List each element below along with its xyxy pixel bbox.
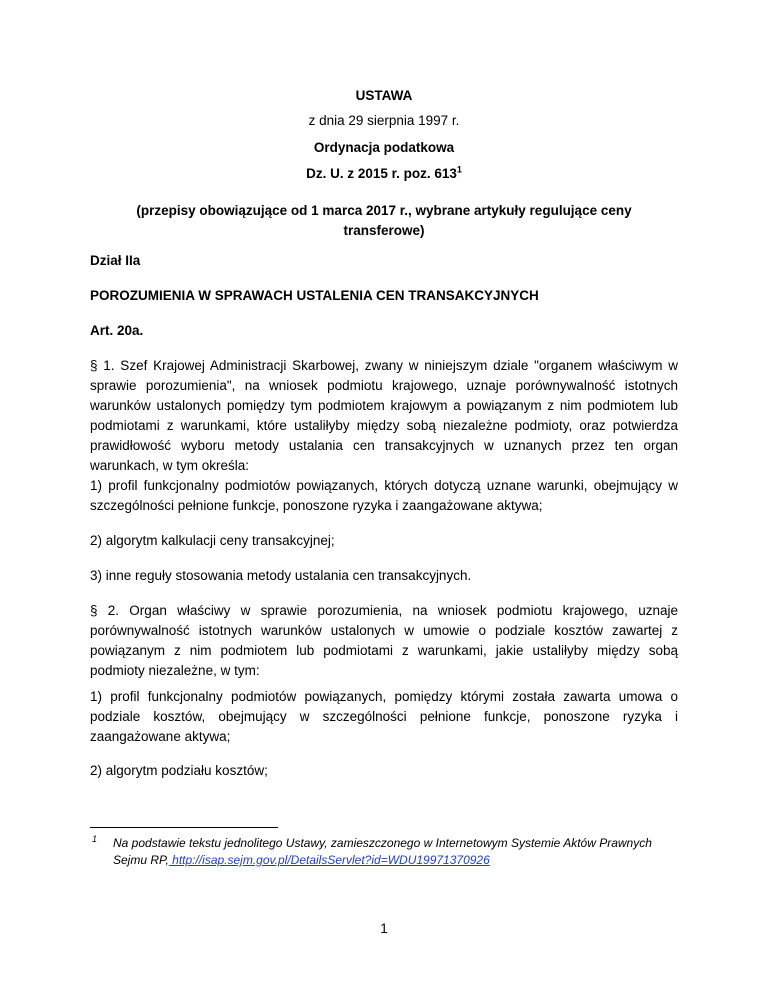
paragraph-1-item-3: 3) inne reguły stosowania metody ustalania cen transakcyjnych. (90, 568, 472, 583)
scope-note: (przepisy obowiązujące od 1 marca 2017 r., wybrane artykuły regulujące ceny transferowe) (136, 203, 632, 238)
footnote-text (113, 835, 683, 869)
footnote-link[interactable]: http://isap.sejm.gov.pl/DetailsServlet?id=WDU19971370926 (168, 853, 490, 867)
act-title: Ordynacja podatkowa (313, 140, 455, 155)
paragraph-2: § 2. Organ właściwy w sprawie porozumienia, na wniosek podmiotu krajowego, uznaje porównywalność istotnych warunków ustalonych w umowie o podziale kosztów zawartej z powiązanym z nim podmiotem lub podmiotami z warunkami, jakie ustaliłyby między sobą podmioty niezależne, w tym: (90, 603, 678, 678)
article-heading: Art. 20a. (90, 323, 144, 338)
division-heading: Dział IIa (90, 253, 141, 268)
paragraph-1: § 1. Szef Krajowej Administracji Skarbowej, zwany w niniejszym dziale "organem właściwym w sprawie porozumienia", na wniosek podmiotu krajowego, uznaje porównywalność istotnych warunków ustalonych pomiędzy tym podmiotem krajowym a powiązanym z nim podmiotem lub podmiotami z warunkami, które ustaliłyby między sobą niezależne podmioty, oraz potwierdza prawidłowość wyboru metody ustalania cen transakcyjnych w uznanych przez ten organ warunkach, w tym określa: (90, 358, 678, 473)
paragraph-1-item-1: 1) profil funkcjonalny podmiotów powiązanych, których dotyczą uznane warunki, obejmujący w szczególności pełnione funkcje, ponoszone ryzyka i zaangażowane aktywa; (90, 478, 678, 513)
act-date: z dnia 29 sierpnia 1997 r. (308, 113, 460, 128)
page-number: 1 (380, 921, 388, 936)
footnote-body: Na podstawie tekstu jednolitego Ustawy, zamieszczonego w Internetowym Systemie Aktów Prawnych Sejmu RP, (113, 836, 652, 867)
paragraph-1-item-2: 2) algorytm kalkulacji ceny transakcyjnej; (90, 533, 335, 548)
journal-text: Dz. U. z 2015 r. poz. 613 (306, 166, 457, 181)
journal-reference (0, 166, 768, 181)
paragraph-2-item-2: 2) algorytm podziału kosztów; (90, 763, 268, 778)
footnote-mark: 1 (92, 834, 98, 844)
paragraph-2-item-1: 1) profil funkcjonalny podmiotów powiązanych, pomiędzy którymi została zawarta umowa o podziale kosztów, obejmujący w szczególności pełnione funkcje, ponoszone ryzyka i zaangażowane aktywa; (90, 689, 678, 744)
division-title: POROZUMIENIA W SPRAWACH USTALENIA CEN TRANSAKCYJNYCH (90, 288, 539, 303)
footnote-separator (90, 827, 278, 828)
footnote-reference: 1 (456, 164, 462, 175)
act-type: USTAWA (355, 88, 413, 103)
